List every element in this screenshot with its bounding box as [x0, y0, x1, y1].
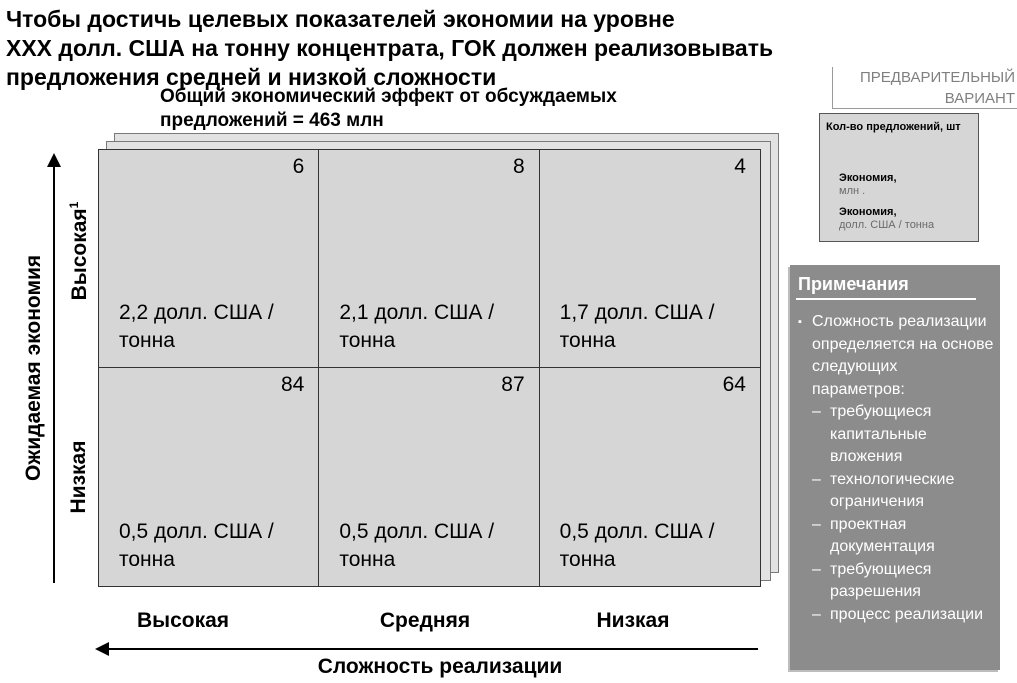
saving-per-ton: 2,1 долл. США / тонна: [339, 301, 495, 352]
y-axis-title: Ожидаемая экономия: [22, 254, 45, 481]
proposal-count: 6: [292, 155, 305, 178]
matrix-grid: [98, 149, 761, 587]
proposal-count: 4: [734, 155, 746, 178]
row-label-low-text: Низкая: [67, 440, 90, 514]
notes-subitem: – требующиеся капитальные вложения: [798, 401, 994, 469]
notes-subitem: – процесс реализации: [798, 604, 994, 627]
saving-per-ton: 0,5 долл. США / тонна: [559, 520, 715, 571]
legend-saving-ton-unit: долл. США / тонна: [839, 219, 935, 231]
row-label-low: [67, 397, 93, 557]
col-label-high: Высокая: [136, 609, 230, 632]
matrix-cell: [540, 150, 760, 368]
x-axis-title: Сложность реализации: [317, 655, 563, 678]
legend-box: [819, 113, 979, 242]
notes-subitem: – технологические ограничения: [798, 469, 994, 514]
matrix-cell: [319, 368, 539, 586]
saving-per-ton: 0,5 долл. США / тонна: [119, 520, 274, 571]
y-axis-line: [53, 165, 55, 583]
legend-saving-total-unit: млн .: [839, 185, 866, 197]
matrix-cell: [540, 368, 760, 586]
saving-per-ton: 1,7 долл. США / тонна: [559, 301, 715, 352]
total-effect-subtitle: Общий экономический эффект от обсуждаемых предложений = 463 млн: [160, 86, 617, 131]
legend-saving-total-label: Экономия,: [839, 172, 897, 184]
notes-bullet: ▪ Сложность реализации определяется на основе следующих параметров:: [798, 311, 994, 401]
legend-count-label: Кол-во предложений, шт: [826, 121, 961, 133]
saving-per-ton: 0,5 долл. США / тонна: [339, 520, 495, 571]
proposal-count: 8: [512, 155, 525, 178]
x-axis-line: [108, 648, 758, 650]
notes-subitem: – проектная документация: [798, 514, 994, 559]
saving-per-ton: 2,2 долл. США / тонна: [119, 301, 274, 352]
notes-title: Примечания: [798, 274, 909, 294]
proposal-count: 87: [501, 373, 525, 396]
proposal-count: 64: [722, 373, 746, 396]
notes-panel: [790, 265, 1000, 670]
x-axis-arrowhead: [95, 642, 109, 656]
row-label-high-text: Высокая: [68, 208, 91, 301]
row-label-footnote: 1: [67, 201, 81, 209]
notes-body: [798, 311, 994, 626]
matrix-cell: [99, 150, 319, 368]
row-label-high: [67, 171, 93, 331]
legend-saving-ton-label: Экономия,: [839, 206, 897, 218]
notes-subitem: – требующиеся разрешения: [798, 559, 994, 604]
matrix-cell: [319, 150, 539, 368]
preliminary-badge: ПРЕДВАРИТЕЛЬНЫЙ ВАРИАНТ: [832, 67, 1017, 109]
col-label-low: Низкая: [596, 609, 670, 632]
proposal-count: 84: [280, 373, 305, 396]
slide-title: Чтобы достичь целевых показателей экономии на уровне XXX долл. США на тонну концентрата, ГОК должен реализовывать предложения средней и низкой сложности: [6, 6, 774, 90]
notes-divider: [796, 298, 976, 300]
col-label-medium: Средняя: [379, 609, 471, 632]
matrix-cell: [99, 368, 319, 586]
